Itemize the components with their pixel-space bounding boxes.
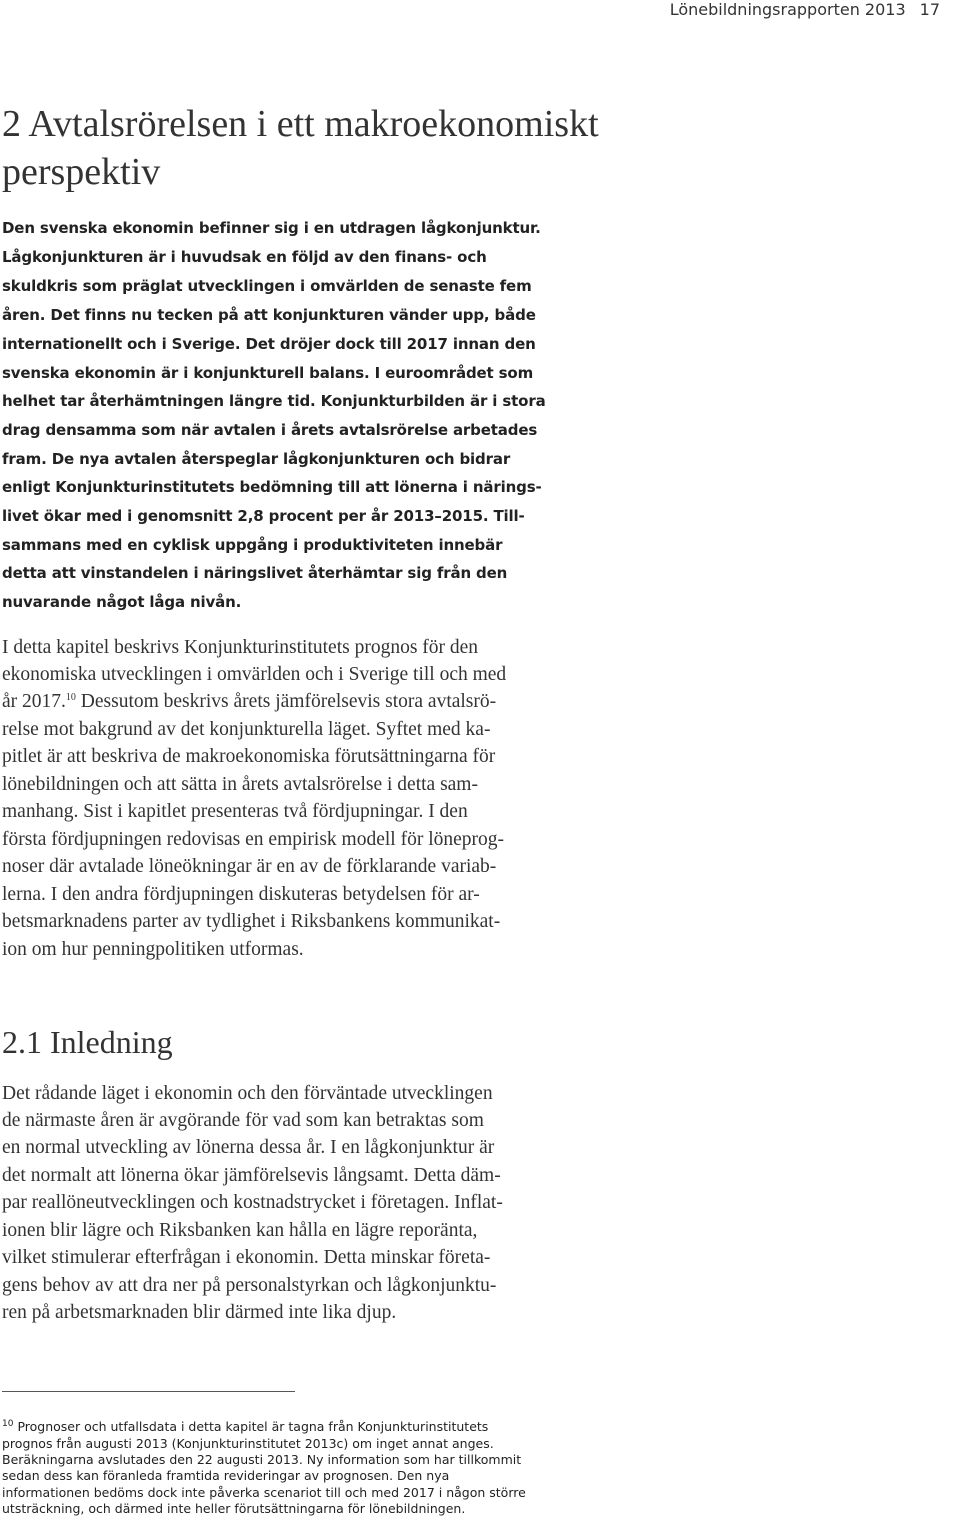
chapter-title: 2 Avtalsrörelsen i ett makroekonomiskt perspektiv (2, 103, 599, 193)
body-line: vilket stimulerar efterfrågan i ekonomin. Detta minskar företa- (2, 1247, 491, 1268)
lead-line: internationellt och i Sverige. Det dröjer dock till 2017 innan den (2, 335, 536, 353)
lead-line: fram. De nya avtalen återspeglar lågkonjunkturen och bidrar (2, 450, 511, 468)
body-line: manhang. Sist i kapitlet presenteras två fördjupningar. I den (2, 801, 468, 822)
footnote-line (2, 1419, 488, 1434)
body-text: Dessutom beskrivs årets jämförelsevis stora avtalsrö- (75, 691, 497, 712)
footnote-text: Prognoser och utfallsdata i detta kapitel är tagna från Konjunkturinstitutets (17, 1419, 489, 1434)
lead-line: skuldkris som präglat utvecklingen i omvärlden de senaste fem (2, 277, 532, 295)
footnote-reference[interactable]: 10 (65, 692, 76, 703)
body-line: första fördjupningen redovisas en empirisk modell för löneprog- (2, 829, 505, 850)
body-line: I detta kapitel beskrivs Konjunkturinstitutets prognos för den (2, 637, 479, 658)
body-line: betsmarknadens parter av tydlighet i Riksbankens kommunikat- (2, 911, 501, 932)
section-title: 2.1 Inledning (2, 1024, 173, 1060)
body-line: Det rådande läget i ekonomin och den förväntade utvecklingen (2, 1083, 493, 1104)
lead-line: nuvarande något låga nivån. (2, 593, 242, 611)
running-header (670, 0, 940, 19)
lead-line: enligt Konjunkturinstitutets bedömning till att lönerna i närings- (2, 478, 542, 496)
footnote-line: prognos från augusti 2013 (Konjunkturinstitutet 2013c) om inget annat anges. (2, 1436, 494, 1451)
lead-line: drag densamma som när avtalen i årets avtalsrörelse arbetades (2, 421, 538, 439)
running-header-title: Lönebildningsrapporten 2013 (669, 0, 906, 19)
body-line: ekonomiska utvecklingen i omvärlden och i Sverige till och med (2, 664, 507, 685)
lead-line: Lågkonjunkturen är i huvudsak en följd av den finans- och (2, 248, 487, 266)
footnote-line: utsträckning, och därmed inte heller förutsättningarna för lönebildningen. (2, 1501, 466, 1516)
lead-line: sammans med en cyklisk uppgång i produktiviteten innebär (2, 536, 503, 554)
body-line: ionen blir lägre och Riksbanken kan hålla en lägre reporänta, (2, 1220, 478, 1241)
footnote-line: informationen bedöms dock inte påverka scenariot till och med 2017 i någon större (2, 1485, 526, 1500)
body-line: pitlet är att beskriva de makroekonomiska förutsättningarna för (2, 746, 496, 767)
footnote-number: 10 (2, 1419, 14, 1429)
footnote-divider (2, 1391, 295, 1392)
body-line: ion om hur penningpolitiken utformas. (2, 939, 304, 960)
lead-line: svenska ekonomin är i konjunkturell balans. I euroområdet som (2, 364, 534, 382)
body-line: det normalt att lönerna ökar jämförelsevis långsamt. Detta däm- (2, 1165, 501, 1186)
body-line: gens behov av att dra ner på personalstyrkan och lågkonjunktu- (2, 1275, 497, 1296)
page-number: 17 (919, 0, 940, 19)
body-line: relse mot bakgrund av det konjunkturella läget. Syftet med ka- (2, 719, 491, 740)
body-line: noser där avtalade löneökningar är en av de förklarande variab- (2, 856, 497, 877)
lead-line: åren. Det finns nu tecken på att konjunkturen vänder upp, både (2, 306, 536, 324)
lead-line: livet ökar med i genomsnitt 2,8 procent per år 2013–2015. Till- (2, 507, 525, 525)
lead-line: helhet tar återhämtningen längre tid. Konjunkturbilden är i stora (2, 392, 546, 410)
body-text: år 2017. (2, 691, 66, 712)
body-line: par reallöneutvecklingen och kostnadstrycket i företagen. Inflat- (2, 1192, 503, 1213)
body-line: en normal utveckling av lönerna dessa år. I en lågkonjunktur är (2, 1137, 495, 1158)
body-line: lerna. I den andra fördjupningen diskuteras betydelsen för ar- (2, 884, 480, 905)
body-line: ren på arbetsmarknaden blir därmed inte lika djup. (2, 1302, 397, 1323)
lead-line: detta att vinstandelen i näringslivet återhämtar sig från den (2, 564, 508, 582)
footnote-line: Beräkningarna avslutades den 22 augusti 2013. Ny information som har tillkommit (2, 1452, 522, 1467)
footnote-line: sedan dess kan föranleda framtida revideringar av prognosen. Den nya (2, 1468, 450, 1483)
lead-line: Den svenska ekonomin befinner sig i en utdragen lågkonjunktur. (2, 219, 541, 237)
body-line: lönebildningen och att sätta in årets avtalsrörelse i detta sam- (2, 774, 478, 795)
body-line: de närmaste åren är avgörande för vad som kan betraktas som (2, 1110, 484, 1131)
body-line (2, 691, 496, 713)
